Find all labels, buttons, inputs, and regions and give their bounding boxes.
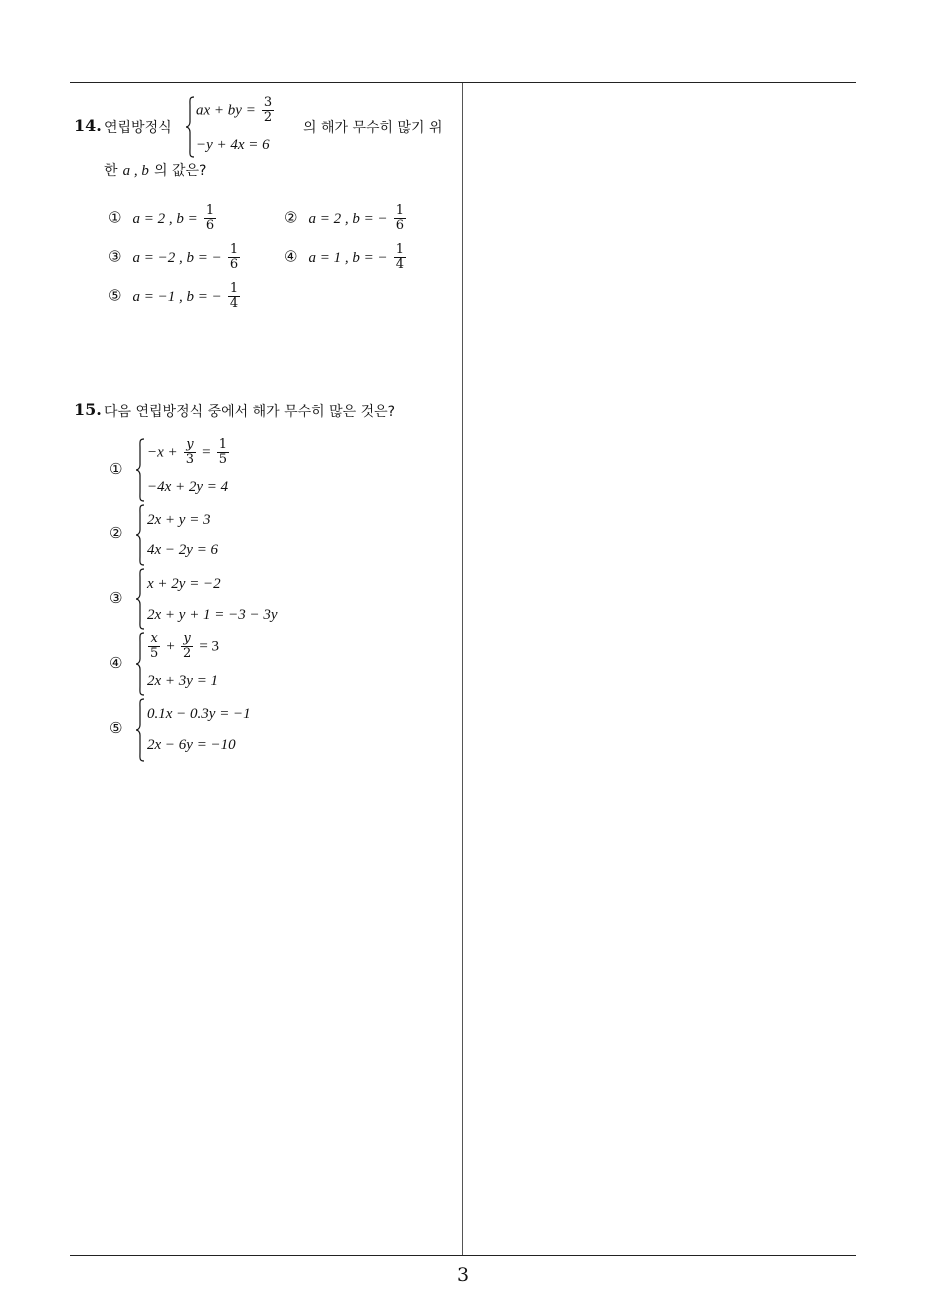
choice-1[interactable]: ① a = 2 , b = $\frac{1}{6}$ (108, 203, 215, 233)
system-eq1: 0.1x − 0.3y = −1 (147, 706, 251, 722)
choice-mark: ④ (109, 654, 123, 672)
system-brace (135, 504, 145, 566)
top-rule (70, 82, 856, 83)
question-text: 연립방정식 (104, 120, 172, 136)
question-text: 다음 연립방정식 중에서 해가 무수히 많은 것은? (104, 404, 396, 420)
choice-mark: ② (109, 524, 123, 542)
system-eq2: −4x + 2y = 4 (147, 479, 229, 495)
choice-mark: ⑤ (109, 719, 123, 737)
choice-4[interactable]: ④ a = 1 , b = − $\frac{1}{4}$ (284, 242, 405, 272)
choice-2[interactable]: ② a = 2 , b = − $\frac{1}{6}$ (284, 203, 405, 233)
system-eq2: 4x − 2y = 6 (147, 542, 219, 558)
page-number: 3 (456, 1264, 470, 1286)
system-brace (185, 96, 195, 158)
bottom-rule (70, 1255, 856, 1256)
choice-3[interactable]: ③ a = −2 , b = − $\frac{1}{6}$ (108, 242, 239, 272)
system-eq1: −x + $\frac{y}{3}$ = $\frac{1}{5}$ (147, 437, 227, 467)
choice-mark: ③ (109, 589, 123, 607)
question-number: 15. (74, 400, 102, 419)
system-brace (135, 632, 145, 696)
system-brace (135, 438, 145, 502)
system-brace (135, 568, 145, 630)
question-text-continued: 의 해가 무수히 많기 위 (303, 120, 443, 136)
system-eq1: ax + by = $\frac{3}{2}$ (196, 95, 273, 125)
system-eq1: x + 2y = −2 (147, 576, 221, 592)
system-eq2: 2x + y + 1 = −3 − 3y (147, 607, 278, 623)
question-number: 14. (74, 116, 102, 135)
column-divider (462, 83, 463, 1255)
system-eq2: 2x − 6y = −10 (147, 737, 236, 753)
system-eq2: 2x + 3y = 1 (147, 673, 219, 689)
fraction: $\frac{3}{2}$ (263, 95, 273, 125)
system-eq2: −y + 4x = 6 (196, 137, 270, 153)
question-text-line2: 한 a , b 의 값은? (104, 163, 207, 179)
choice-5[interactable]: ⑤ a = −1 , b = − $\frac{1}{4}$ (108, 281, 239, 311)
system-brace (135, 698, 145, 762)
system-eq1: $\frac{x}{5}$ + $\frac{y}{2}$ = 3 (150, 631, 220, 661)
choice-mark: ① (109, 460, 123, 478)
system-eq1: 2x + y = 3 (147, 512, 211, 528)
